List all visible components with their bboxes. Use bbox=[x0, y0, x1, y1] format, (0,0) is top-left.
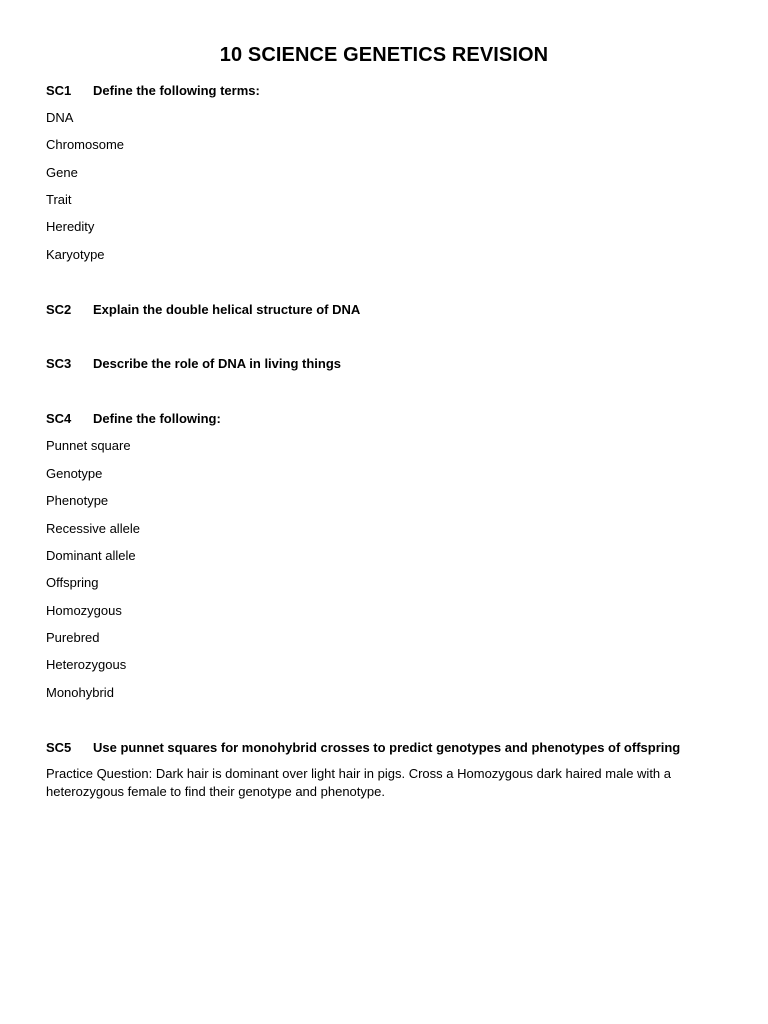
document-title: 10 SCIENCE GENETICS REVISION bbox=[219, 44, 549, 66]
section-heading-text: Define the following terms: bbox=[93, 83, 260, 98]
term-gene: Gene bbox=[46, 165, 78, 180]
term-recessive-allele: Recessive allele bbox=[46, 521, 140, 536]
section-heading-text: Describe the role of DNA in living things bbox=[93, 356, 341, 371]
term-dominant-allele: Dominant allele bbox=[46, 548, 136, 563]
term-chromosome: Chromosome bbox=[46, 137, 125, 152]
section-heading-text: Define the following: bbox=[93, 411, 221, 426]
section-code: SC3 bbox=[46, 356, 72, 371]
term-heterozygous: Heterozygous bbox=[46, 657, 127, 672]
practice-question: Practice Question: Dark hair is dominant over light hair in pigs. Cross a Homozygous dark haired male with a heterozygous female to find their genotype and phenotype. bbox=[46, 766, 671, 799]
term-trait: Trait bbox=[46, 192, 72, 207]
term-monohybrid: Monohybrid bbox=[46, 685, 114, 700]
section-heading-text: Use punnet squares for monohybrid crosses to predict genotypes and phenotypes of offspring bbox=[93, 740, 681, 755]
section-code: SC4 bbox=[46, 411, 72, 426]
section-sc5-heading bbox=[46, 740, 680, 755]
section-sc3-heading bbox=[46, 356, 341, 371]
section-heading-text: Explain the double helical structure of DNA bbox=[93, 302, 361, 317]
term-purebred: Purebred bbox=[46, 630, 100, 645]
section-code: SC1 bbox=[46, 83, 72, 98]
term-punnet-square: Punnet square bbox=[46, 438, 131, 453]
term-dna: DNA bbox=[46, 110, 74, 125]
section-code: SC5 bbox=[46, 740, 72, 755]
section-sc2-heading bbox=[46, 302, 360, 317]
term-phenotype: Phenotype bbox=[46, 493, 109, 508]
term-homozygous: Homozygous bbox=[46, 603, 122, 618]
term-offspring: Offspring bbox=[46, 575, 99, 590]
term-karyotype: Karyotype bbox=[46, 247, 105, 262]
term-heredity: Heredity bbox=[46, 219, 95, 234]
section-sc1-heading bbox=[46, 83, 260, 98]
term-genotype: Genotype bbox=[46, 466, 103, 481]
section-sc4-heading bbox=[46, 411, 221, 426]
section-code: SC2 bbox=[46, 302, 72, 317]
